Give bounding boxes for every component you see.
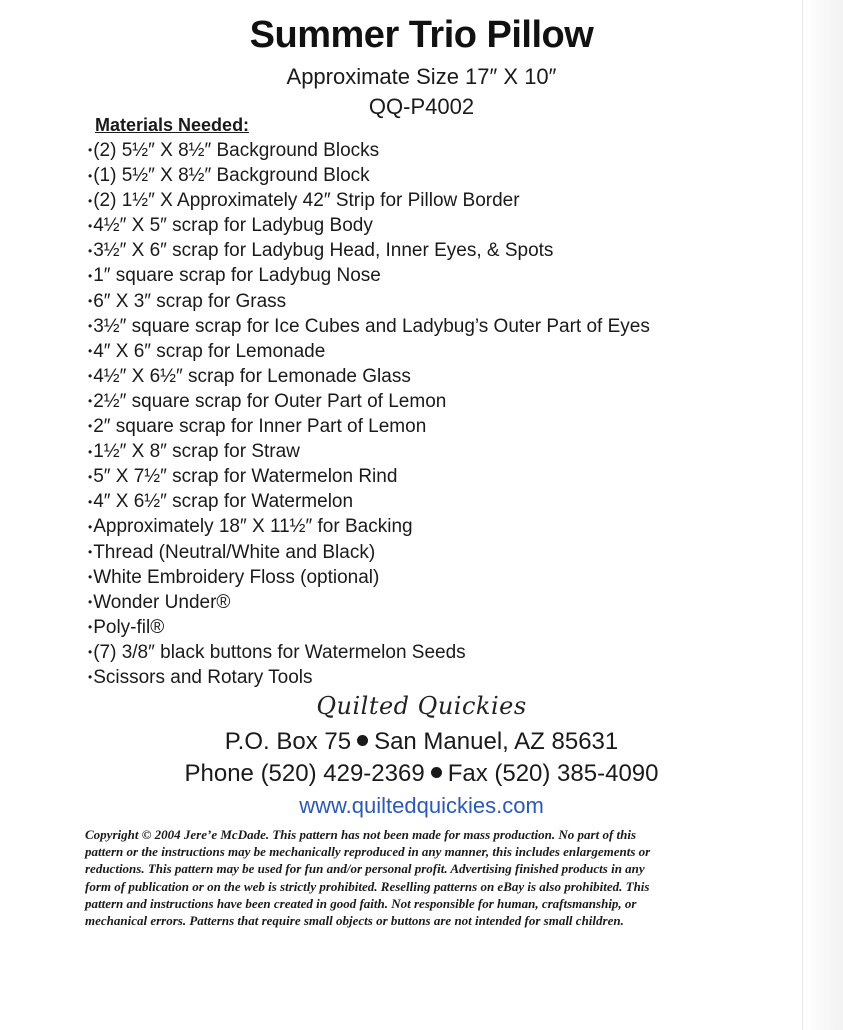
copyright-line: mechanical errors. Patterns that require small objects or buttons are not intended for small children. bbox=[85, 913, 624, 929]
fax-number: Fax (520) 385-4090 bbox=[447, 760, 659, 787]
material-item-text: (2) 1½″ X Approximately 42″ Strip for Pillow Border bbox=[93, 190, 520, 212]
pattern-code: QQ-P4002 bbox=[368, 94, 475, 119]
copyright-line: reductions. This pattern may be used for fun and/or personal profit. Advertising finished products in any bbox=[85, 861, 645, 877]
material-item-text: 4″ X 6½″ scrap for Watermelon bbox=[93, 491, 354, 513]
bullet-icon: • bbox=[88, 444, 93, 459]
bullet-icon: • bbox=[88, 595, 93, 610]
bullet-icon: • bbox=[88, 193, 93, 208]
material-item-text: 1½″ X 8″ scrap for Straw bbox=[93, 441, 300, 463]
copyright-line: pattern or the instructions may be mechanically reproduced in any manner, this includes enlargements or bbox=[85, 844, 651, 860]
material-item-text: White Embroidery Floss (optional) bbox=[93, 566, 380, 588]
material-item bbox=[88, 540, 650, 565]
material-item bbox=[88, 590, 650, 615]
approximate-size: Approximate Size 17″ X 10″ bbox=[286, 64, 557, 89]
material-item bbox=[88, 138, 650, 163]
material-item bbox=[88, 565, 650, 590]
material-item bbox=[88, 514, 650, 539]
bullet-icon: • bbox=[88, 519, 93, 534]
material-item bbox=[88, 665, 650, 690]
material-item bbox=[88, 339, 650, 364]
material-item-text: 1″ square scrap for Ladybug Nose bbox=[93, 265, 381, 287]
page-edge-shadow bbox=[805, 0, 843, 1030]
bullet-icon: • bbox=[88, 570, 93, 585]
material-item bbox=[88, 640, 650, 665]
material-item bbox=[88, 314, 650, 339]
separator-dot-icon bbox=[357, 735, 368, 746]
city-state-zip: San Manuel, AZ 85631 bbox=[374, 728, 619, 755]
material-item bbox=[88, 238, 650, 263]
bullet-icon: • bbox=[88, 168, 93, 183]
material-item-text: 4″ X 6″ scrap for Lemonade bbox=[93, 340, 326, 362]
bullet-icon: • bbox=[88, 620, 93, 635]
material-item bbox=[88, 213, 650, 238]
material-item bbox=[88, 414, 650, 439]
material-item-text: Poly-fil® bbox=[93, 616, 165, 638]
brand-name: Quilted Quickies bbox=[316, 692, 527, 720]
material-item-text: 3½″ X 6″ scrap for Ladybug Head, Inner Eyes, & Spots bbox=[93, 240, 554, 262]
phone-number: Phone (520) 429-2369 bbox=[184, 760, 425, 787]
po-box: P.O. Box 75 bbox=[224, 728, 352, 755]
bullet-icon: • bbox=[88, 369, 93, 384]
material-item-text: 4½″ X 6½″ scrap for Lemonade Glass bbox=[93, 365, 411, 387]
material-item-text: 5″ X 7½″ scrap for Watermelon Rind bbox=[93, 466, 398, 488]
bullet-icon: • bbox=[88, 344, 93, 359]
material-item bbox=[88, 489, 650, 514]
bullet-icon: • bbox=[88, 143, 93, 158]
bullet-icon: • bbox=[88, 394, 93, 409]
material-item bbox=[88, 464, 650, 489]
bullet-icon: • bbox=[88, 494, 93, 509]
page-edge-line bbox=[802, 0, 803, 1030]
bullet-icon: • bbox=[88, 670, 93, 685]
bullet-icon: • bbox=[88, 419, 93, 434]
material-item-text: 2″ square scrap for Inner Part of Lemon bbox=[93, 416, 427, 438]
material-item bbox=[88, 163, 650, 188]
separator-dot-icon bbox=[431, 767, 442, 778]
bullet-icon: • bbox=[88, 319, 93, 334]
copyright-notice bbox=[85, 826, 775, 929]
copyright-line: pattern and instructions have been created in good faith. Not responsible for human, craftsmanship, or bbox=[85, 895, 637, 911]
bullet-icon: • bbox=[88, 645, 93, 660]
material-item bbox=[88, 615, 650, 640]
material-item-text: Wonder Under® bbox=[93, 591, 231, 613]
copyright-line: Copyright © 2004 Jere’e McDade. This pattern has not been made for mass production. No part of this bbox=[85, 827, 637, 842]
material-item bbox=[88, 439, 650, 464]
material-item-text: 2½″ square scrap for Outer Part of Lemon bbox=[93, 390, 447, 412]
copyright-line: form of publication or on the web is strictly prohibited. Reselling patterns on eBay is also prohibited. This bbox=[85, 878, 650, 894]
pattern-title: Summer Trio Pillow bbox=[249, 14, 594, 56]
material-item-text: 4½″ X 5″ scrap for Ladybug Body bbox=[93, 215, 373, 237]
website-link[interactable]: www.quiltedquickies.com bbox=[299, 793, 544, 818]
materials-heading: Materials Needed: bbox=[95, 115, 250, 135]
phone-fax-line bbox=[0, 760, 843, 788]
material-item-text: 3½″ square scrap for Ice Cubes and Ladybug’s Outer Part of Eyes bbox=[93, 315, 650, 337]
material-item bbox=[88, 389, 650, 414]
bullet-icon: • bbox=[88, 544, 93, 559]
material-item-text: Scissors and Rotary Tools bbox=[93, 666, 313, 688]
bullet-icon: • bbox=[88, 268, 93, 283]
material-item-text: (1) 5½″ X 8½″ Background Block bbox=[93, 165, 370, 187]
bullet-icon: • bbox=[88, 469, 93, 484]
bullet-icon: • bbox=[88, 294, 93, 308]
material-item-text: (7) 3/8″ black buttons for Watermelon Seeds bbox=[93, 641, 466, 663]
material-item bbox=[88, 289, 650, 314]
bullet-icon: • bbox=[88, 218, 93, 233]
material-item-text: 6″ X 3″ scrap for Grass bbox=[93, 290, 287, 312]
material-item-text: (2) 5½″ X 8½″ Background Blocks bbox=[93, 140, 380, 161]
material-item-text: Approximately 18″ X 11½″ for Backing bbox=[93, 516, 413, 538]
material-item bbox=[88, 263, 650, 288]
mailing-address bbox=[0, 728, 843, 756]
material-item bbox=[88, 364, 650, 389]
materials-list bbox=[88, 138, 650, 690]
material-item bbox=[88, 188, 650, 213]
material-item-text: Thread (Neutral/White and Black) bbox=[93, 541, 376, 563]
bullet-icon: • bbox=[88, 243, 93, 258]
